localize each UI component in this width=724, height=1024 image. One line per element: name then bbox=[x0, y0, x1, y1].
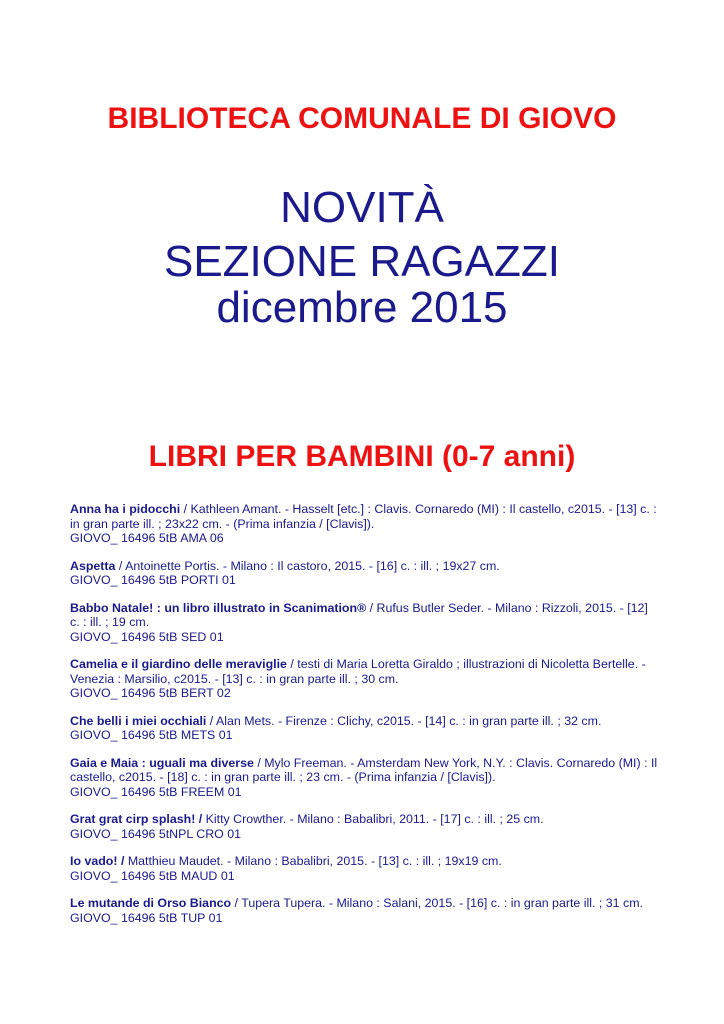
book-description: / Kathleen Amant. - Hasselt [etc.] : Clavis. Cornaredo (MI) : Il castello, c2015. - [13] c. : in gran parte ill. ; 23x22 cm. - (Prima infanzia / [Clavis]). bbox=[70, 502, 657, 531]
book-call-number: GIOVO_ 16496 5tB FREEM 01 bbox=[70, 784, 242, 799]
book-title: Babbo Natale! : un libro illustrato in Scanimation® bbox=[70, 600, 367, 615]
book-call-number: GIOVO_ 16496 5tB PORTI 01 bbox=[70, 573, 236, 587]
library-name: BIBLIOTECA COMUNALE DI GIOVO bbox=[107, 102, 617, 135]
book-call-number: GIOVO_ 16496 5tB TUP 01 bbox=[70, 910, 223, 925]
title-novita: NOVITÀ bbox=[280, 183, 444, 232]
book-title: Le mutande di Orso Bianco bbox=[70, 896, 232, 910]
book-title: Anna ha i pidocchi bbox=[70, 502, 181, 516]
book-description: / Tupera Tupera. - Milano : Salani, 2015. - [16] c. : in gran parte ill. ; 31 cm. bbox=[231, 896, 643, 910]
book-entry bbox=[70, 756, 660, 800]
book-description: Kitty Crowther. - Milano : Babalibri, 2011. - [17] c. : ill. ; 25 cm. bbox=[202, 812, 544, 826]
book-description: / Antoinette Portis. - Milano : Il castoro, 2015. - [16] c. : ill. ; 19x27 cm. bbox=[115, 558, 500, 573]
book-title: Che belli i miei occhiali bbox=[70, 713, 207, 728]
book-description: / Mylo Freeman. - Amsterdam New York, N.Y. : Clavis. Cornaredo (MI) : Il castello, c2015. - [18] c. : in gran parte ill. ; 23 cm. - (Prima infanzia / [Clavis]). bbox=[70, 755, 658, 784]
book-entry bbox=[70, 559, 660, 588]
title-sezione-ragazzi: SEZIONE RAGAZZI bbox=[163, 237, 561, 286]
book-entry bbox=[70, 896, 660, 925]
book-entry bbox=[70, 714, 660, 743]
book-title: Grat grat cirp splash! / bbox=[70, 812, 203, 826]
book-entry bbox=[70, 657, 660, 701]
book-entry bbox=[70, 854, 660, 883]
book-title: Camelia e il giardino delle meraviglie bbox=[70, 657, 287, 671]
book-description: / Alan Mets. - Firenze : Clichy, c2015. - [14] c. : in gran parte ill. ; 32 cm. bbox=[206, 713, 602, 728]
book-list bbox=[70, 502, 660, 938]
book-call-number: GIOVO_ 16496 5tNPL CRO 01 bbox=[70, 826, 242, 841]
book-title: Aspetta bbox=[70, 558, 116, 573]
book-entry bbox=[70, 601, 660, 645]
book-title: Gaia e Maia : uguali ma diverse bbox=[70, 755, 254, 770]
section-heading: LIBRI PER BAMBINI (0-7 anni) bbox=[148, 440, 576, 473]
book-entry bbox=[70, 812, 660, 841]
book-call-number: GIOVO_ 16496 5tB MAUD 01 bbox=[70, 868, 235, 883]
book-description: Matthieu Maudet. - Milano : Babalibri, 2015. - [13] c. : ill. ; 19x19 cm. bbox=[124, 854, 502, 868]
book-call-number: GIOVO_ 16496 5tB AMA 06 bbox=[70, 531, 224, 545]
book-call-number: GIOVO_ 16496 5tB SED 01 bbox=[70, 629, 224, 644]
book-title: Io vado! / bbox=[70, 854, 125, 868]
title-date: dicembre 2015 bbox=[216, 283, 508, 332]
book-call-number: GIOVO_ 16496 5tB BERT 02 bbox=[70, 686, 231, 700]
book-entry bbox=[70, 502, 660, 546]
book-description: / testi di Maria Loretta Giraldo ; illustrazioni di Nicoletta Bertelle. - Venezia : Marsilio, c2015. - [13] c. : in gran parte ill. ; 30 cm. bbox=[70, 657, 646, 686]
book-description: / Rufus Butler Seder. - Milano : Rizzoli, 2015. - [12] c. : ill. ; 19 cm. bbox=[70, 600, 648, 629]
book-call-number: GIOVO_ 16496 5tB METS 01 bbox=[70, 728, 233, 742]
